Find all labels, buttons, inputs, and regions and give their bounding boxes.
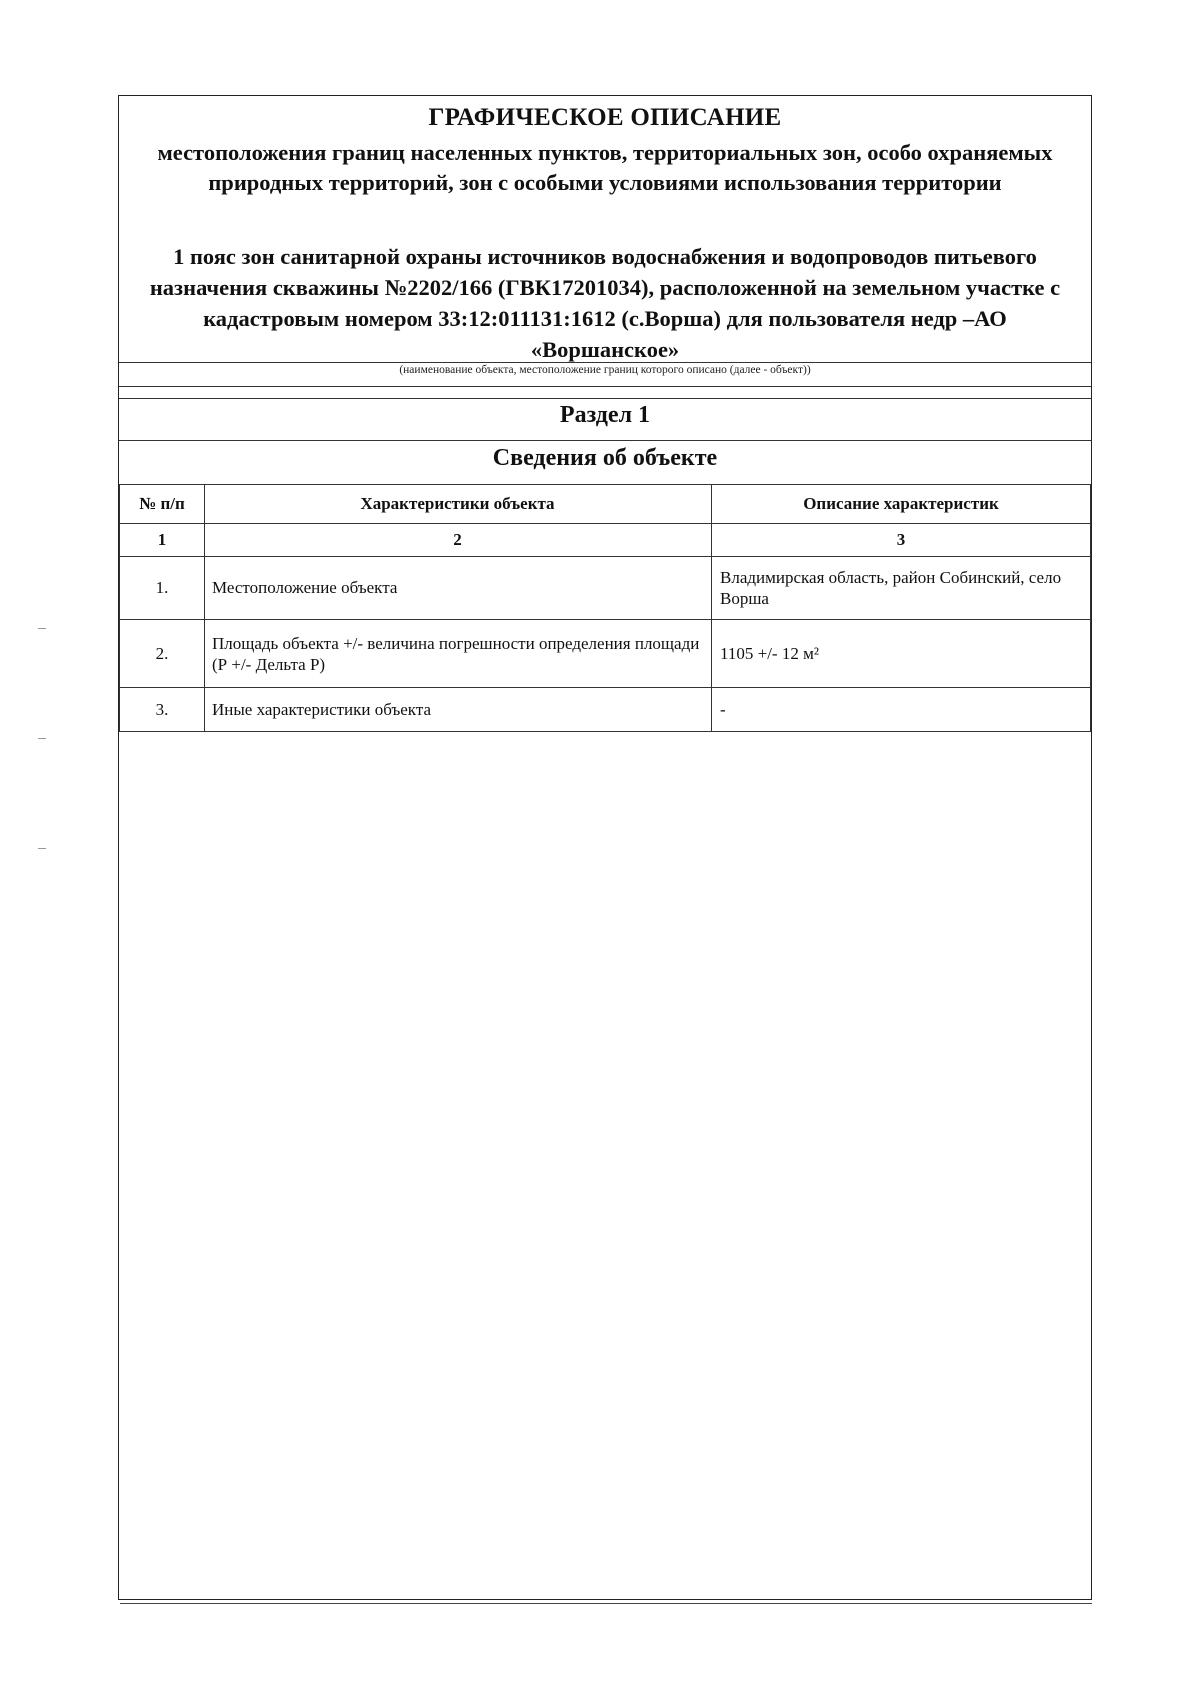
row-characteristic: Местоположение объекта <box>205 557 712 620</box>
row-characteristic: Иные характеристики объекта <box>205 688 712 732</box>
row-description: Владимирская область, район Собинский, село Ворша <box>712 557 1091 620</box>
document-frame <box>118 95 1092 1600</box>
column-number: 3 <box>712 524 1091 557</box>
margin-mark <box>38 738 46 739</box>
row-characteristic: Площадь объекта +/- величина погрешности определения площади (Р +/- Дельта Р) <box>205 620 712 688</box>
margin-mark <box>38 848 46 849</box>
divider <box>119 398 1091 399</box>
table-row <box>120 688 1091 732</box>
column-header: Характеристики объекта <box>205 485 712 524</box>
column-header: Описание характеристик <box>712 485 1091 524</box>
row-number: 3. <box>120 688 205 732</box>
row-number: 2. <box>120 620 205 688</box>
object-name: 1 пояс зон санитарной охраны источников водоснабжения и водопроводов питьевого назначения скважины №2202/166 (ГВК17201034), расположенной на земельном участке с кадастровым номером 33:12:011131:1612 (с.Ворша) для пользователя недр –АО «Воршанское» <box>149 244 1061 362</box>
row-number: 1. <box>120 557 205 620</box>
column-header: № п/п <box>120 485 205 524</box>
column-number-row <box>120 524 1091 557</box>
margin-mark <box>38 628 46 629</box>
row-description: - <box>712 688 1091 732</box>
divider <box>119 440 1091 441</box>
divider <box>119 386 1091 387</box>
object-info-table <box>119 484 1091 732</box>
document-subtitle: местоположения границ населенных пунктов, территориальных зон, особо охраняемых природных территорий, зон с особыми условиями использования территории <box>157 140 1053 195</box>
object-caption: (наименование объекта, местоположение границ которого описано (далее - объект)) <box>399 364 811 376</box>
divider <box>119 362 1091 363</box>
section-title: Раздел 1 <box>559 402 651 428</box>
table-header-row <box>120 485 1091 524</box>
table-row <box>120 620 1091 688</box>
column-number: 2 <box>205 524 712 557</box>
document-title: ГРАФИЧЕСКОЕ ОПИСАНИЕ <box>428 104 782 131</box>
table-row <box>120 557 1091 620</box>
row-description: 1105 +/- 12 м² <box>712 620 1091 688</box>
column-number: 1 <box>120 524 205 557</box>
section-subtitle: Сведения об объекте <box>492 445 718 471</box>
frame-bottom-line <box>120 1603 1092 1604</box>
